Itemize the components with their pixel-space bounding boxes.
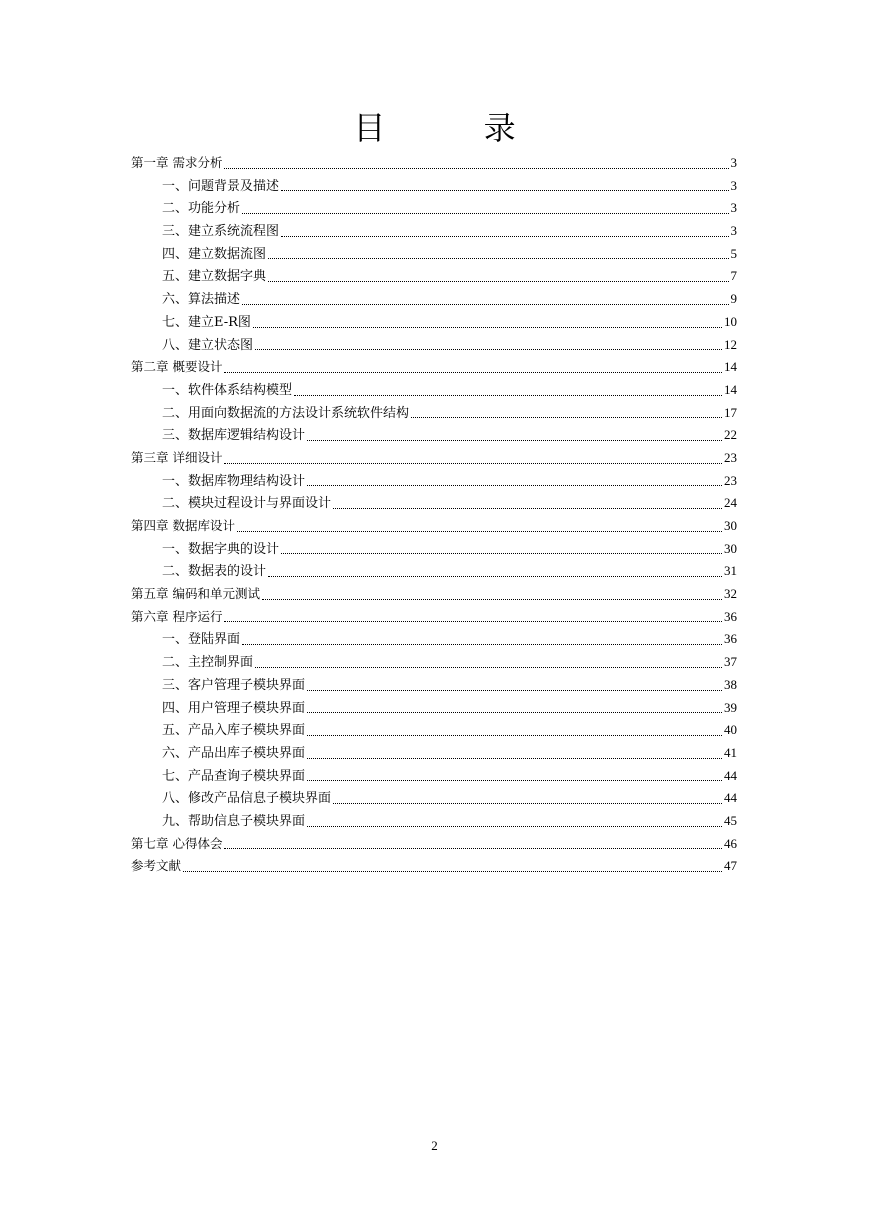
toc-chapter-entry[interactable]: [131, 583, 737, 606]
toc-chapter-entry[interactable]: [131, 152, 737, 175]
toc-section-entry[interactable]: [131, 674, 737, 697]
toc-entry-label: 第二章 概要设计: [131, 359, 223, 375]
toc-entry-label: 二、模块过程设计与界面设计: [162, 496, 332, 512]
toc-section-entry[interactable]: [131, 311, 737, 334]
toc-entry-page: 45: [724, 812, 737, 828]
dot-leader: [281, 552, 722, 554]
toc-entry-page: 36: [724, 631, 737, 647]
toc-entry-label: 三、客户管理子模块界面: [162, 677, 306, 693]
toc-entry-page: 30: [724, 540, 737, 556]
dot-leader: [224, 167, 728, 169]
toc-entry-page: 38: [724, 676, 737, 692]
toc-entry-page: 47: [724, 858, 737, 874]
toc-entry-page: 9: [730, 291, 737, 307]
dot-leader: [237, 530, 722, 532]
toc-section-entry[interactable]: [131, 288, 737, 311]
toc-entry-label: 二、主控制界面: [162, 655, 254, 671]
toc-section-entry[interactable]: [131, 402, 737, 425]
toc-section-entry[interactable]: [131, 243, 737, 266]
toc-chapter-entry[interactable]: [131, 833, 737, 856]
dot-leader: [255, 666, 722, 668]
toc-entry-page: 41: [724, 744, 737, 760]
toc-chapter-entry[interactable]: [131, 606, 737, 629]
toc-section-entry[interactable]: [131, 651, 737, 674]
toc-entry-page: 5: [730, 245, 737, 261]
toc-entry-page: 40: [724, 722, 737, 738]
toc-entry-page: 10: [724, 313, 737, 329]
toc-entry-label: 四、用户管理子模块界面: [162, 700, 306, 716]
toc-entry-page: 46: [724, 835, 737, 851]
toc-section-entry[interactable]: [131, 197, 737, 220]
toc-section-entry[interactable]: [131, 492, 737, 515]
toc-section-entry[interactable]: [131, 538, 737, 561]
dot-leader: [183, 870, 722, 872]
toc-entry-page: 36: [724, 608, 737, 624]
toc-entry-label: 第四章 数据库设计: [131, 518, 235, 533]
dot-leader: [294, 394, 722, 396]
toc-entry-page: 37: [724, 654, 737, 670]
dot-leader: [255, 348, 722, 350]
toc-entry-page: 44: [724, 767, 737, 783]
toc-entry-page: 32: [724, 586, 737, 602]
dot-leader: [307, 439, 722, 441]
toc-entry-label: 第一章 需求分析: [131, 155, 223, 170]
toc-section-entry[interactable]: [131, 742, 737, 765]
toc-entry-page: 14: [724, 381, 737, 397]
toc-chapter-entry[interactable]: [131, 515, 737, 538]
toc-section-entry[interactable]: [131, 765, 737, 788]
toc-section-entry[interactable]: [131, 424, 737, 447]
toc-entry-label: 第七章 心得体会: [131, 835, 223, 851]
toc-entry-page: 17: [724, 404, 737, 420]
toc-entry-page: 3: [730, 223, 737, 239]
table-of-contents: [131, 152, 737, 878]
page-number: 2: [431, 1138, 438, 1153]
toc-entry-page: 12: [724, 336, 737, 352]
dot-leader: [333, 802, 722, 804]
toc-section-entry[interactable]: [131, 334, 737, 357]
toc-section-entry[interactable]: [131, 560, 737, 583]
toc-entry-page: 23: [724, 449, 737, 465]
toc-entry-label: 二、功能分析: [162, 201, 241, 217]
dot-leader: [411, 416, 722, 418]
toc-entry-label: 三、建立系统流程图: [162, 224, 280, 240]
toc-entry-label: 二、用面向数据流的方法设计系统软件结构: [162, 405, 410, 421]
toc-entry-page: 24: [724, 495, 737, 511]
toc-entry-page: 3: [730, 200, 737, 216]
toc-entry-label: 六、算法描述: [162, 292, 241, 308]
toc-entry-label: 一、数据库物理结构设计: [162, 473, 306, 489]
dot-leader: [307, 825, 722, 827]
toc-entry-page: 39: [724, 699, 737, 715]
dot-leader: [281, 235, 728, 237]
toc-entry-label: 一、登陆界面: [162, 632, 241, 648]
toc-entry-label: 五、产品入库子模块界面: [162, 723, 306, 739]
toc-entry-label: 六、产品出库子模块界面: [162, 745, 306, 761]
toc-entry-label: 第六章 程序运行: [131, 608, 223, 624]
dot-leader: [262, 598, 722, 600]
dot-leader: [307, 779, 722, 781]
toc-entry-label: 一、软件体系结构模型: [162, 382, 293, 398]
toc-entry-page: 3: [730, 177, 737, 193]
toc-entry-page: 31: [724, 563, 737, 579]
toc-section-entry[interactable]: [131, 379, 737, 402]
toc-section-entry[interactable]: [131, 787, 737, 810]
toc-section-entry[interactable]: [131, 470, 737, 493]
dot-leader: [307, 734, 722, 736]
dot-leader: [307, 711, 722, 713]
toc-entry-page: 3: [730, 155, 737, 170]
toc-entry-label: 七、产品查询子模块界面: [162, 768, 306, 784]
toc-chapter-entry[interactable]: [131, 356, 737, 379]
dot-leader: [268, 280, 728, 282]
toc-entry-page: 44: [724, 790, 737, 806]
dot-leader: [281, 189, 728, 191]
toc-chapter-entry[interactable]: [131, 855, 737, 878]
toc-entry-label: 九、帮助信息子模块界面: [162, 813, 306, 829]
toc-entry-label: 五、建立数据字典: [162, 269, 267, 285]
dot-leader: [224, 462, 722, 464]
toc-entry-label: 参考文献: [131, 858, 182, 874]
dot-leader: [333, 507, 722, 509]
dot-leader: [242, 303, 728, 305]
toc-entry-label: 一、问题背景及描述: [162, 178, 280, 194]
toc-entry-page: 30: [724, 518, 737, 533]
toc-entry-page: 7: [730, 268, 737, 284]
dot-leader: [224, 847, 722, 849]
dot-leader: [307, 484, 722, 486]
dot-leader: [307, 757, 722, 759]
dot-leader: [253, 326, 722, 328]
toc-entry-label: 一、数据字典的设计: [162, 541, 280, 557]
dot-leader: [307, 689, 722, 691]
dot-leader: [224, 620, 722, 622]
toc-entry-label: 第三章 详细设计: [131, 449, 223, 465]
dot-leader: [268, 575, 722, 577]
dot-leader: [242, 212, 728, 214]
toc-entry-label: 三、数据库逻辑结构设计: [162, 428, 306, 444]
toc-entry-label: 七、建立E-R图: [162, 314, 251, 330]
toc-section-entry[interactable]: [131, 810, 737, 833]
dot-leader: [224, 371, 722, 373]
toc-entry-label: 第五章 编码和单元测试: [131, 586, 260, 602]
toc-entry-label: 八、修改产品信息子模块界面: [162, 791, 332, 807]
toc-section-entry[interactable]: [131, 220, 737, 243]
toc-entry-page: 14: [724, 359, 737, 375]
dot-leader: [242, 643, 722, 645]
dot-leader: [268, 257, 728, 259]
toc-chapter-entry[interactable]: [131, 447, 737, 470]
page-title: 目 录: [353, 109, 560, 147]
toc-section-entry[interactable]: [131, 719, 737, 742]
toc-entry-page: 22: [724, 427, 737, 443]
toc-entry-page: 23: [724, 472, 737, 488]
toc-entry-label: 二、数据表的设计: [162, 564, 267, 580]
toc-section-entry[interactable]: [131, 175, 737, 198]
toc-entry-label: 四、建立数据流图: [162, 246, 267, 262]
toc-entry-label: 八、建立状态图: [162, 337, 254, 353]
toc-section-entry[interactable]: [131, 265, 737, 288]
toc-section-entry[interactable]: [131, 628, 737, 651]
toc-section-entry[interactable]: [131, 697, 737, 720]
